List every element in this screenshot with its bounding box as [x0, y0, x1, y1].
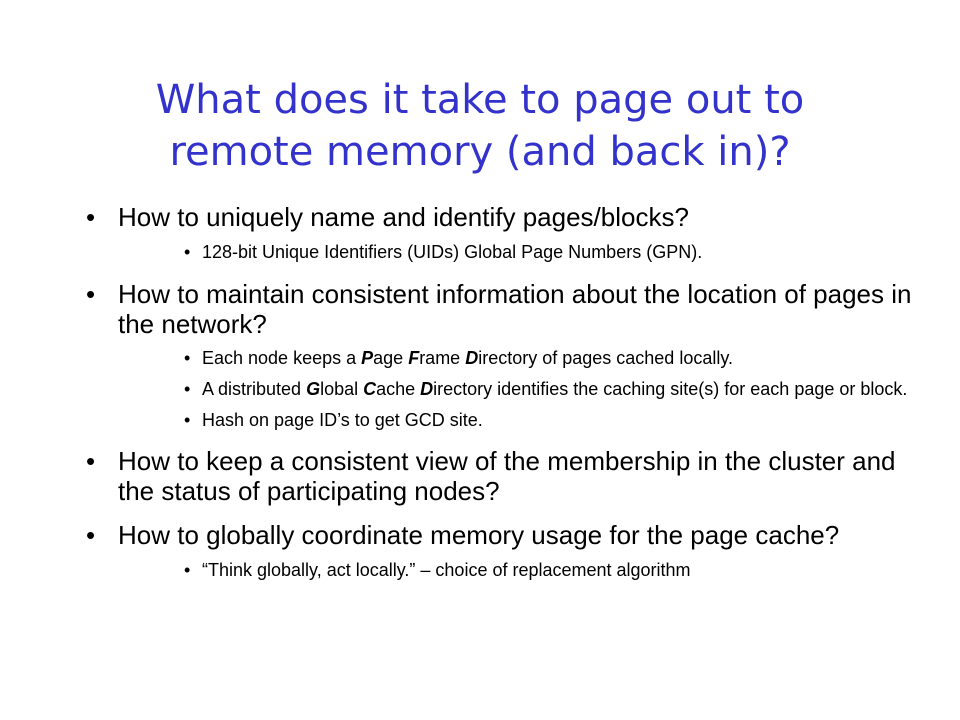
sub-bullet-2-2	[0, 378, 918, 401]
bullet-dot: •	[86, 279, 96, 309]
sub-bullet-4-1	[0, 559, 918, 582]
bullet-text: 128-bit Unique Identifiers (UIDs) Global Page Numbers (GPN).	[202, 242, 703, 262]
bullet-question-2	[0, 279, 918, 339]
bullet-dot: •	[184, 348, 191, 368]
bullet-text: How to keep a consistent view of the membership in the cluster and the status of participating nodes?	[118, 446, 896, 506]
bullet-dot: •	[184, 242, 191, 262]
title-line-1: What does it take to page out to	[155, 77, 805, 123]
sub-bullet-1-1	[0, 241, 918, 264]
bullet-question-4	[0, 520, 918, 550]
bullet-dot: •	[184, 560, 191, 580]
slide-title	[40, 74, 920, 178]
bullet-dot: •	[86, 202, 96, 232]
bullet-text: A distributed Global Cache Directory identifies the caching site(s) for each page or block.	[202, 379, 908, 399]
bullet-text: How to globally coordinate memory usage for the page cache?	[118, 520, 840, 550]
sub-bullet-2-3	[0, 409, 918, 432]
bullet-text: “Think globally, act locally.” – choice of replacement algorithm	[202, 560, 691, 580]
bullet-dot: •	[86, 520, 96, 550]
bullet-dot: •	[184, 410, 191, 430]
bullet-dot: •	[86, 446, 96, 476]
title-line-2: remote memory (and back in)?	[169, 129, 791, 175]
bullet-question-1	[0, 202, 918, 232]
sub-bullet-2-1	[0, 347, 918, 370]
bullet-list	[0, 202, 960, 582]
bullet-dot: •	[184, 379, 191, 399]
bullet-text: How to maintain consistent information about the location of pages in the network?	[118, 279, 912, 339]
bullet-question-3	[0, 446, 918, 506]
bullet-text: Hash on page ID’s to get GCD site.	[202, 410, 483, 430]
bullet-text: How to uniquely name and identify pages/blocks?	[118, 202, 689, 232]
bullet-text: Each node keeps a Page Frame Directory of pages cached locally.	[202, 348, 733, 368]
